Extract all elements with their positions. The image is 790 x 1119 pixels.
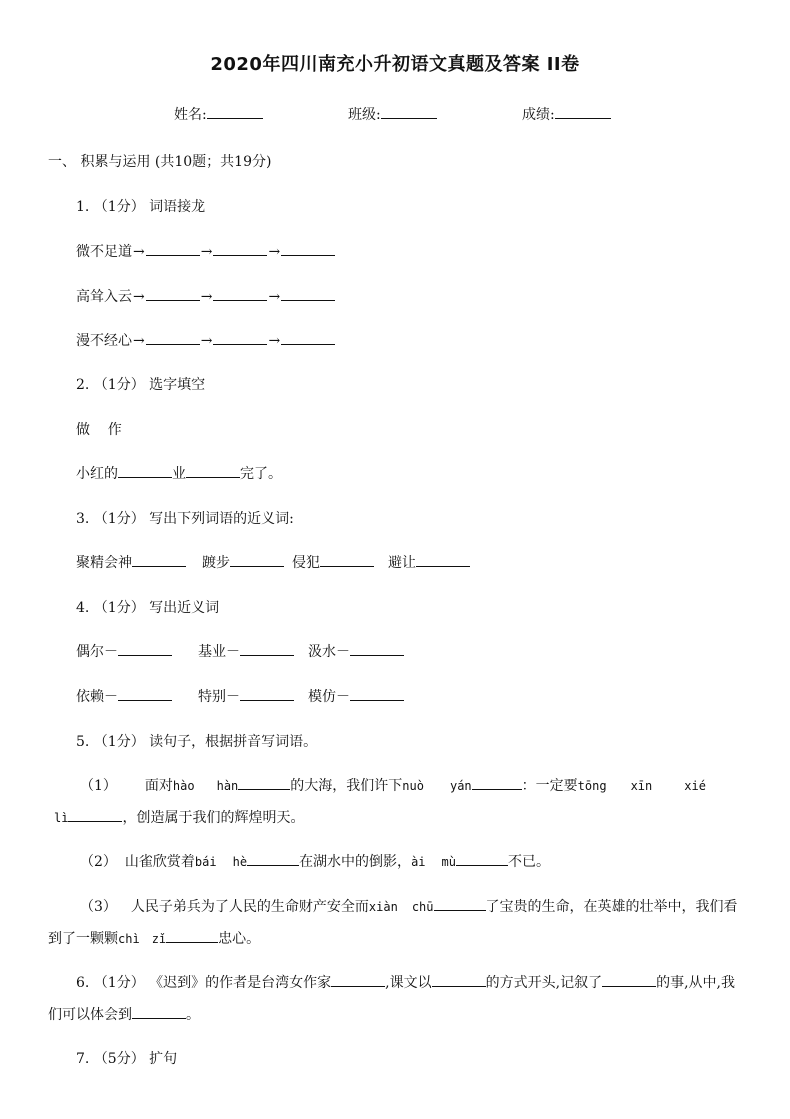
q4-row-1 — [76, 641, 404, 661]
arrow-icon: → — [268, 333, 281, 349]
q2-sentence — [76, 463, 282, 483]
q6-text: 。 — [186, 1007, 200, 1023]
q4-word-6: 模仿－ — [308, 689, 350, 705]
q5-para-1-line-2 — [54, 807, 304, 827]
answer-blank[interactable] — [118, 463, 172, 478]
answer-blank[interactable] — [213, 241, 267, 256]
class-blank[interactable] — [381, 104, 437, 119]
score-blank[interactable] — [555, 104, 611, 119]
class-label: 班级: — [348, 107, 381, 123]
question-5-stem: 5. （1分） 读句子，根据拼音写词语。 — [76, 734, 318, 750]
arrow-icon: → — [133, 333, 145, 349]
q5-text: 忠心。 — [218, 931, 261, 947]
answer-blank[interactable] — [281, 330, 335, 345]
question-6-line-1 — [76, 972, 735, 992]
q5-text: ，创造属于我们的辉煌明天。 — [122, 810, 305, 826]
answer-blank[interactable] — [350, 641, 404, 656]
pinyin: xié — [684, 779, 706, 793]
q1-word-1: 微不足道 — [76, 244, 132, 260]
q5-text: 不已。 — [507, 854, 550, 870]
q5-text: 面对 — [144, 778, 173, 794]
q5-text: 到了一颗颗 — [48, 931, 118, 947]
page-title: 2020年四川南充小升初语文真题及答案 II卷 — [210, 54, 580, 75]
pinyin: ài — [411, 855, 426, 869]
q4-row-2 — [76, 686, 404, 706]
pinyin: hè — [232, 855, 248, 869]
question-7-stem: 7. （5分） 扩句 — [76, 1051, 178, 1067]
q5-item-num: （2） — [80, 854, 117, 870]
q5-item-num: （1） — [80, 778, 117, 794]
q6-text: 们可以体会到 — [48, 1007, 132, 1023]
q1-row-1 — [76, 241, 335, 261]
q2-text-a: 小红的 — [76, 466, 118, 482]
q2-text-b: 业 — [172, 466, 186, 482]
pinyin: zǐ — [151, 932, 167, 946]
arrow-icon: → — [133, 244, 145, 260]
q3-word-2: 踱步 — [202, 555, 230, 571]
q5-text: 山雀欣赏着 — [124, 854, 195, 870]
q2-text-c: 完了。 — [240, 466, 282, 482]
q3-word-1: 聚精会神 — [76, 555, 132, 571]
arrow-icon: → — [133, 289, 145, 305]
answer-blank[interactable] — [432, 972, 486, 987]
answer-blank[interactable] — [238, 775, 290, 790]
answer-blank[interactable] — [281, 241, 335, 256]
q5-para-2 — [80, 851, 550, 871]
pinyin: yán — [449, 779, 472, 793]
answer-blank[interactable] — [213, 286, 267, 301]
answer-blank[interactable] — [118, 686, 172, 701]
q1-word-3: 漫不经心 — [76, 333, 132, 349]
answer-blank[interactable] — [166, 928, 218, 943]
answer-blank[interactable] — [320, 552, 374, 567]
q6-text: 的方式开头,记叙了 — [485, 975, 603, 991]
name-field — [174, 104, 263, 124]
q5-item-num: （3） — [80, 899, 117, 915]
pinyin: xiàn — [368, 900, 398, 914]
q4-word-3: 汲水－ — [308, 644, 350, 660]
arrow-icon: → — [268, 289, 281, 305]
answer-blank[interactable] — [186, 463, 240, 478]
answer-blank[interactable] — [602, 972, 656, 987]
q4-word-4: 依赖－ — [76, 689, 118, 705]
q1-row-3 — [76, 330, 335, 350]
answer-blank[interactable] — [472, 775, 522, 790]
answer-blank[interactable] — [146, 241, 200, 256]
q5-text: ：一定要 — [521, 778, 578, 794]
answer-blank[interactable] — [68, 807, 122, 822]
q3-word-3: 侵犯 — [292, 555, 320, 571]
answer-blank[interactable] — [230, 552, 284, 567]
q4-word-2: 基业－ — [198, 644, 240, 660]
pinyin: chū — [411, 900, 434, 914]
question-3-stem: 3. （1分） 写出下列词语的近义词: — [76, 511, 294, 527]
question-4-stem: 4. （1分） 写出近义词 — [76, 600, 220, 616]
answer-blank[interactable] — [350, 686, 404, 701]
answer-blank[interactable] — [213, 330, 267, 345]
q4-word-5: 特别－ — [198, 689, 240, 705]
score-field — [522, 104, 611, 124]
q6-text: 6. （1分） 《迟到》的作者是台湾女作家 — [76, 975, 332, 991]
answer-blank[interactable] — [434, 896, 486, 911]
q5-text: 人民子弟兵为了人民的生命财产安全而 — [130, 899, 369, 915]
pinyin: tōng — [577, 779, 607, 793]
name-blank[interactable] — [207, 104, 263, 119]
q2-options: 做 作 — [76, 422, 122, 438]
q1-word-2: 高耸入云 — [76, 289, 132, 305]
answer-blank[interactable] — [240, 641, 294, 656]
q1-row-2 — [76, 286, 335, 306]
q5-text: 了宝贵的生命，在英雄的壮举中，我们看 — [485, 899, 738, 915]
q3-row — [76, 552, 470, 572]
name-label: 姓名: — [174, 107, 207, 123]
arrow-icon: → — [268, 244, 281, 260]
q5-text: 在湖水中的倒影， — [299, 854, 412, 870]
answer-blank[interactable] — [331, 972, 385, 987]
pinyin: hàn — [216, 779, 239, 793]
pinyin: bái — [194, 855, 217, 869]
answer-blank[interactable] — [416, 552, 470, 567]
pinyin: xīn — [630, 779, 653, 793]
arrow-icon: → — [200, 333, 213, 349]
question-2-stem: 2. （1分） 选字填空 — [76, 377, 206, 393]
q3-word-4: 避让 — [388, 555, 416, 571]
answer-blank[interactable] — [146, 330, 200, 345]
q5-para-3-line-2 — [48, 928, 260, 948]
pinyin: nuò — [402, 779, 424, 793]
answer-blank[interactable] — [146, 286, 200, 301]
pinyin: hào — [172, 779, 195, 793]
q6-text: 的事,从中,我 — [656, 975, 735, 991]
class-field — [348, 104, 437, 124]
q4-word-1: 偶尔－ — [76, 644, 118, 660]
q5-text: 的大海，我们许下 — [290, 778, 403, 794]
q5-para-1-line-1 — [80, 775, 706, 795]
pinyin: mù — [441, 855, 456, 869]
pinyin: lì — [54, 811, 69, 825]
question-1-stem: 1. （1分） 词语接龙 — [76, 199, 206, 215]
section-heading: 一、 积累与运用 (共10题；共19分) — [48, 154, 272, 170]
arrow-icon: → — [200, 289, 213, 305]
answer-blank[interactable] — [118, 641, 172, 656]
question-6-line-2 — [48, 1004, 200, 1024]
pinyin: chì — [118, 932, 140, 946]
answer-blank[interactable] — [240, 686, 294, 701]
q5-para-3-line-1 — [80, 896, 738, 916]
q6-text: ,课文以 — [385, 975, 432, 991]
answer-blank[interactable] — [247, 851, 299, 866]
arrow-icon: → — [200, 244, 213, 260]
answer-blank[interactable] — [132, 552, 186, 567]
score-label: 成绩: — [522, 107, 555, 123]
answer-blank[interactable] — [281, 286, 335, 301]
answer-blank[interactable] — [456, 851, 508, 866]
answer-blank[interactable] — [132, 1004, 186, 1019]
